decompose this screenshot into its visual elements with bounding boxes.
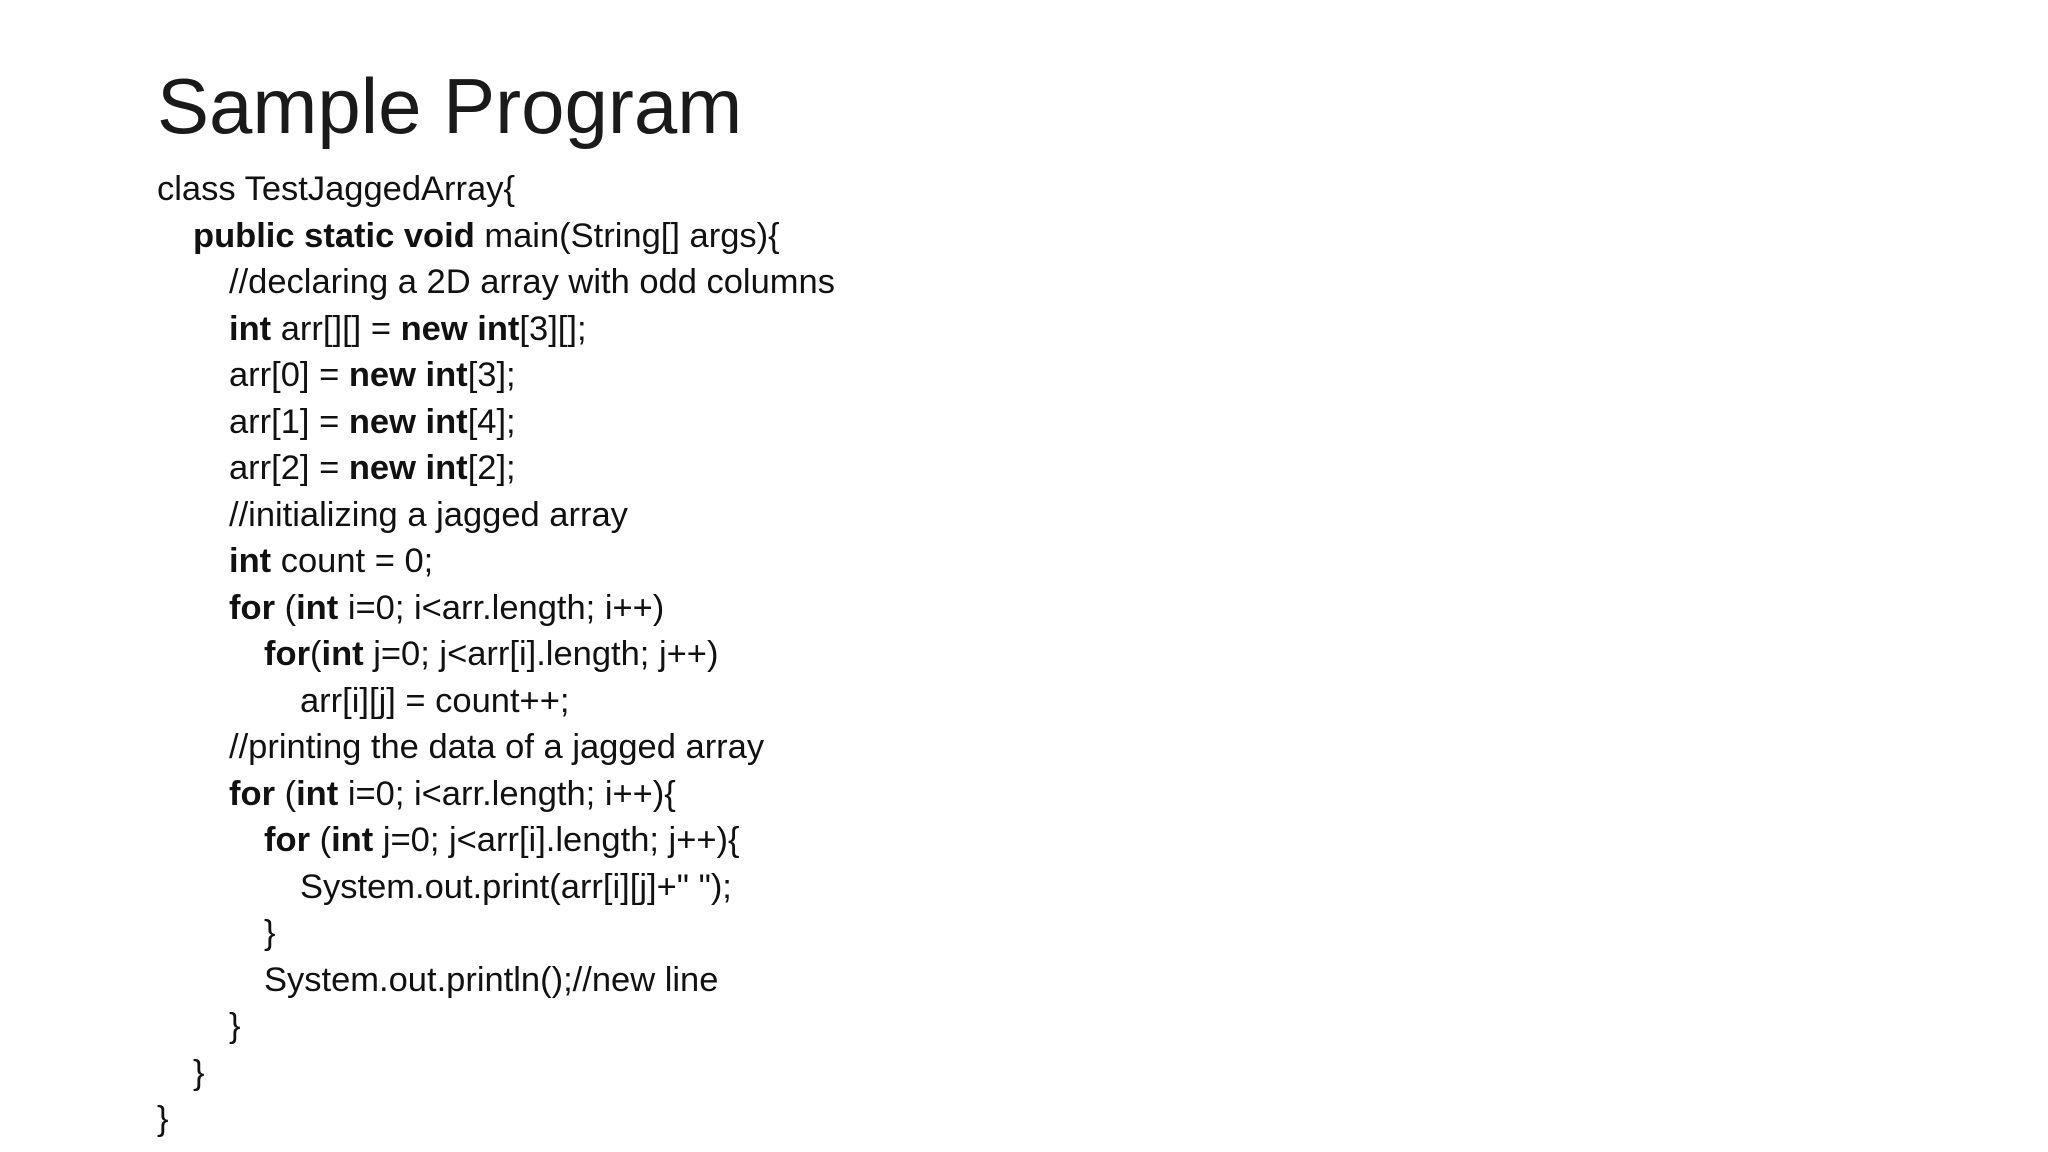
code-keyword: new int bbox=[400, 309, 520, 348]
code-text: arr[i][j] = count++; bbox=[300, 681, 570, 720]
code-keyword: int bbox=[296, 588, 339, 627]
code-text: j=0; j<arr[i].length; j++){ bbox=[373, 821, 740, 859]
code-keyword: int bbox=[229, 309, 272, 348]
code-text: } bbox=[157, 1100, 169, 1138]
code-text: System.out.print(arr[i][j]+" "); bbox=[300, 867, 732, 906]
code-line bbox=[157, 306, 835, 353]
code-line bbox=[157, 1096, 835, 1143]
code-line bbox=[157, 213, 835, 260]
code-text: System.out.println();//new line bbox=[264, 960, 719, 999]
code-text: //initializing a jagged array bbox=[229, 495, 628, 534]
code-text: j=0; j<arr[i].length; j++) bbox=[363, 635, 719, 673]
code-text: //declaring a 2D array with odd columns bbox=[229, 263, 835, 301]
code-text: ( bbox=[275, 774, 297, 813]
code-keyword: new int bbox=[348, 356, 468, 394]
code-line bbox=[157, 166, 835, 213]
slide-title: Sample Program bbox=[157, 62, 743, 150]
code-text: arr[][] = bbox=[271, 309, 401, 348]
code-line bbox=[157, 1003, 835, 1050]
code-keyword: for bbox=[229, 774, 275, 813]
code-line bbox=[157, 724, 835, 771]
code-keyword: int bbox=[331, 821, 374, 859]
code-text: i=0; i<arr.length; i++) bbox=[338, 588, 665, 627]
code-line bbox=[157, 910, 835, 957]
code-line bbox=[157, 352, 835, 399]
code-line bbox=[157, 1050, 835, 1097]
code-block bbox=[157, 166, 835, 1143]
code-line bbox=[157, 864, 835, 911]
code-text: //printing the data of a jagged array bbox=[229, 728, 765, 766]
code-text: arr[1] = bbox=[229, 402, 349, 441]
code-text: [4]; bbox=[467, 402, 516, 441]
code-keyword: for bbox=[229, 588, 275, 627]
code-keyword: int bbox=[229, 542, 272, 580]
code-line bbox=[157, 399, 835, 446]
code-line bbox=[157, 817, 835, 864]
code-text: i=0; i<arr.length; i++){ bbox=[338, 774, 676, 813]
code-line bbox=[157, 678, 835, 725]
code-keyword: for bbox=[264, 635, 310, 673]
code-text: } bbox=[264, 914, 276, 952]
code-line bbox=[157, 585, 835, 632]
code-line bbox=[157, 445, 835, 492]
code-line bbox=[157, 631, 835, 678]
code-text: main(String[] args){ bbox=[474, 216, 780, 255]
code-text: class TestJaggedArray{ bbox=[157, 170, 515, 208]
code-keyword: int bbox=[296, 774, 339, 813]
code-text: [2]; bbox=[467, 449, 516, 487]
code-line bbox=[157, 771, 835, 818]
code-text: } bbox=[193, 1053, 205, 1092]
code-text: ( bbox=[310, 635, 322, 673]
code-text: [3]; bbox=[467, 356, 516, 394]
code-keyword: int bbox=[321, 635, 364, 673]
code-line bbox=[157, 259, 835, 306]
code-keyword: new int bbox=[348, 449, 468, 487]
code-text: arr[0] = bbox=[229, 356, 349, 394]
code-line bbox=[157, 492, 835, 539]
code-line bbox=[157, 957, 835, 1004]
code-text: arr[2] = bbox=[229, 449, 349, 487]
code-text: ( bbox=[275, 588, 297, 627]
code-keyword: new int bbox=[348, 402, 468, 441]
code-text: [3][]; bbox=[519, 309, 587, 348]
code-text: } bbox=[229, 1007, 241, 1045]
code-text: ( bbox=[310, 821, 332, 859]
code-line bbox=[157, 538, 835, 585]
code-keyword: for bbox=[264, 821, 310, 859]
code-text: count = 0; bbox=[271, 542, 434, 580]
code-keyword: public static void bbox=[193, 216, 475, 255]
